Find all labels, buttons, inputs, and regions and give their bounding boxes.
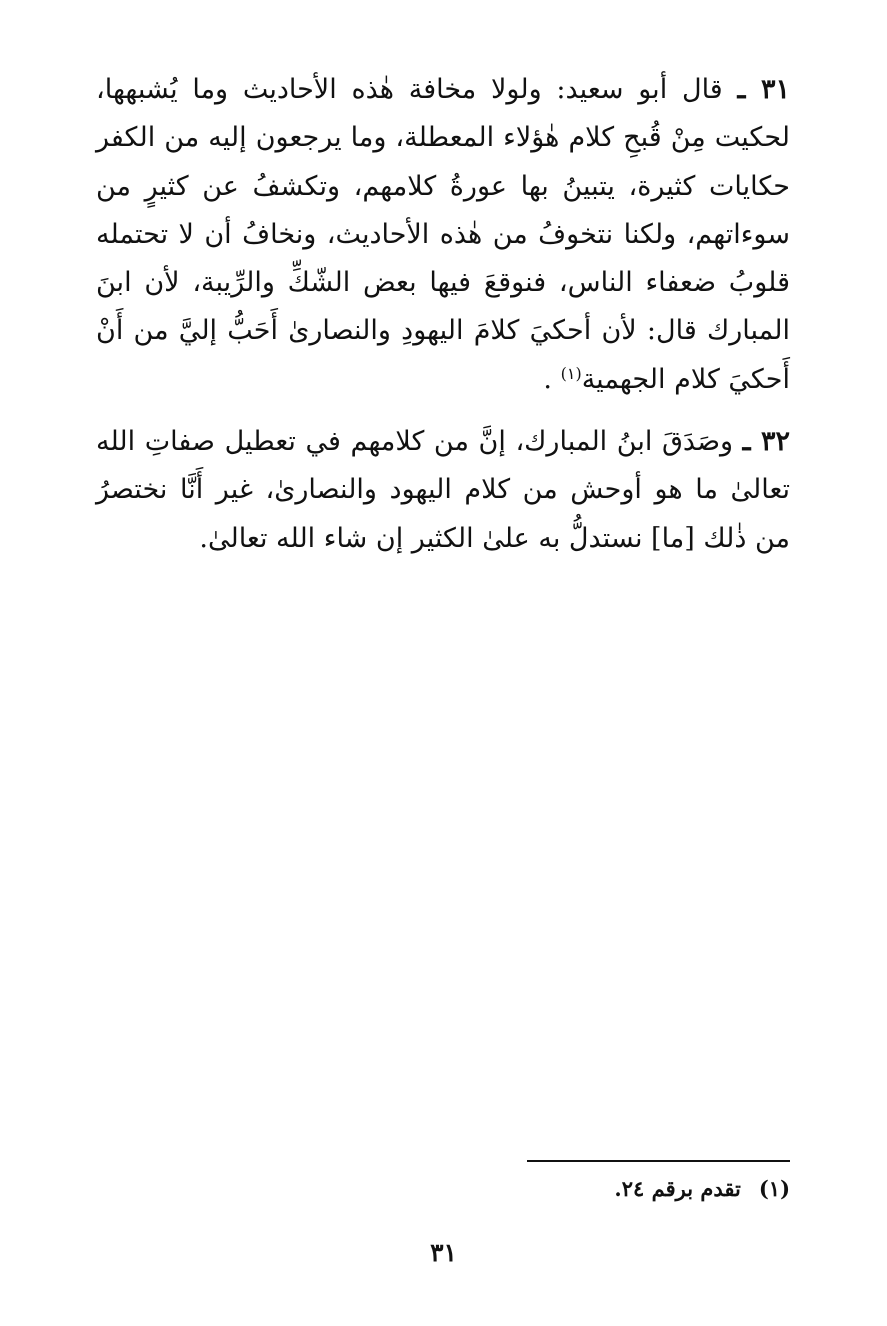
page-number: ٣١: [430, 1238, 457, 1267]
footnote-reference[interactable]: (١): [560, 363, 582, 383]
main-text: [96, 66, 790, 563]
paragraph-tail: .: [543, 363, 553, 395]
footnote-divider: [527, 1160, 790, 1162]
footnote-text: تقدم برقم ٢٤.: [614, 1176, 741, 1201]
paragraph-31: [96, 66, 790, 404]
paragraph-text: قال أبو سعيد: ولولا مخافة هٰذه الأحاديث وما يُشبهها، لحكيت مِنْ قُبحِ كلام هٰؤلاء المعطلة، وما يرجعون إليه من الكفر حكايات كثيرة، يتبينُ بها عورةُ كلامهم، وتكشفُ عن كثيرٍ من سوءاتهم، ولكنا نتخوفُ من هٰذه الأحاديث، ونخافُ أن لا تحتمله قلوبُ ضعفاء الناس، فنوقعَ فيها بعض الشّكِّ والرِّيبة، لأن ابنَ المبارك قال: لأن أحكيَ كلامَ اليهودِ والنصارىٰ أَحَبُّ إليَّ من أَنْ أَحكيَ كلام الجهمية: [96, 74, 791, 395]
paragraph-32: [96, 418, 790, 563]
paragraph-number: ٣٢ ـ: [742, 426, 791, 458]
footnotes: [96, 1171, 790, 1207]
paragraph-text: وصَدَقَ ابنُ المبارك، إنَّ من كلامهم في تعطيل صفاتِ الله تعالىٰ ما هو أوحش من كلام اليهود والنصارىٰ، غير أَنَّا نختصرُ من ذٰلك [ما] نستدلُّ به علىٰ الكثير إن شاء الله تعالىٰ.: [96, 426, 790, 554]
footnote-marker: (١): [758, 1176, 790, 1201]
paragraph-number: ٣١ ـ: [737, 74, 790, 105]
footnote-item: [96, 1171, 790, 1207]
